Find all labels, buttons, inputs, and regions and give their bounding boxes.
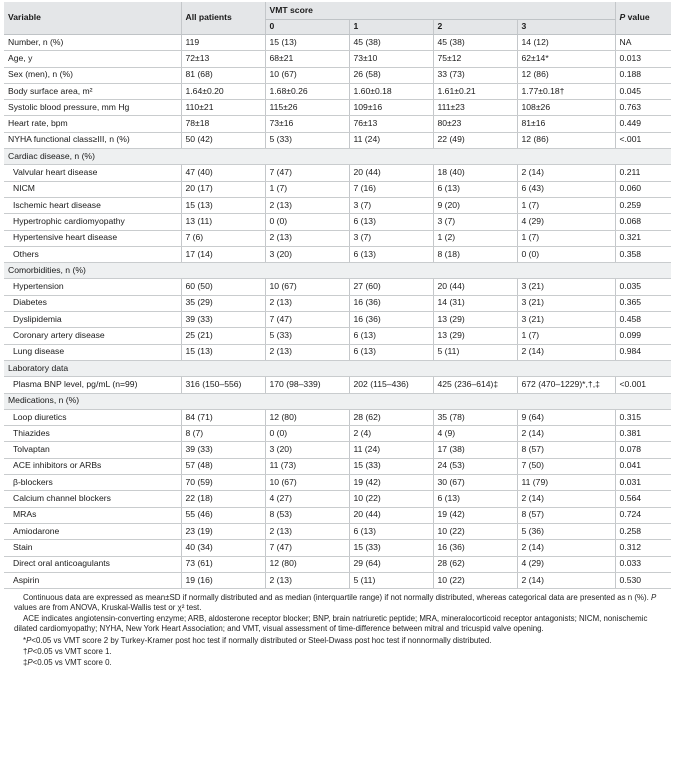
cell-score-2: 1.61±0.21	[433, 83, 517, 99]
row-label: Tolvaptan	[4, 442, 181, 458]
footnote-star-symbol: *	[23, 635, 27, 645]
table-row	[4, 279, 671, 295]
header-p-rest: value	[625, 12, 650, 23]
cell-score-0: 2 (13)	[265, 344, 349, 360]
table-row	[4, 426, 671, 442]
cell-score-3: 2 (14)	[517, 491, 615, 507]
header-score-0: 0	[265, 20, 349, 35]
row-label: Calcium channel blockers	[4, 491, 181, 507]
header-score-2: 2	[433, 20, 517, 35]
cell-score-2: 425 (236–614)‡	[433, 377, 517, 393]
table-row	[4, 491, 671, 507]
cell-all-patients: 78±18	[181, 116, 265, 132]
header-score-1: 1	[349, 20, 433, 35]
cell-score-2: 6 (13)	[433, 181, 517, 197]
footnote-dagger	[14, 647, 663, 657]
cell-score-3: 9 (64)	[517, 409, 615, 425]
section-row	[4, 263, 671, 279]
cell-score-2: 19 (42)	[433, 507, 517, 523]
cell-score-0: 7 (47)	[265, 540, 349, 556]
cell-score-2: 5 (11)	[433, 344, 517, 360]
cell-all-patients: 47 (40)	[181, 165, 265, 181]
table-row	[4, 181, 671, 197]
cell-p-value: 0.013	[615, 51, 671, 67]
section-label: Laboratory data	[4, 360, 671, 376]
cell-score-1: 16 (36)	[349, 312, 433, 328]
table-row	[4, 458, 671, 474]
cell-score-0: 2 (13)	[265, 197, 349, 213]
row-label: Number, n (%)	[4, 35, 181, 51]
cell-score-2: 18 (40)	[433, 165, 517, 181]
row-label: β-blockers	[4, 475, 181, 491]
cell-score-1: 20 (44)	[349, 165, 433, 181]
row-label: Direct oral anticoagulants	[4, 556, 181, 572]
table-row	[4, 507, 671, 523]
cell-all-patients: 39 (33)	[181, 442, 265, 458]
table-footnotes	[4, 589, 671, 668]
cell-p-value: NA	[615, 35, 671, 51]
cell-score-1: 45 (38)	[349, 35, 433, 51]
cell-all-patients: 8 (7)	[181, 426, 265, 442]
cell-score-0: 3 (20)	[265, 246, 349, 262]
cell-score-3: 4 (29)	[517, 214, 615, 230]
cell-p-value: 0.724	[615, 507, 671, 523]
cell-all-patients: 73 (61)	[181, 556, 265, 572]
cell-score-1: 15 (33)	[349, 540, 433, 556]
cell-score-0: 12 (80)	[265, 409, 349, 425]
cell-score-0: 5 (33)	[265, 132, 349, 148]
footnote-double-dagger	[14, 658, 663, 668]
header-p-value	[615, 2, 671, 35]
cell-all-patients: 70 (59)	[181, 475, 265, 491]
row-label: Valvular heart disease	[4, 165, 181, 181]
table-row	[4, 197, 671, 213]
table-row	[4, 556, 671, 572]
table-row	[4, 344, 671, 360]
cell-score-0: 1 (7)	[265, 181, 349, 197]
cell-all-patients: 81 (68)	[181, 67, 265, 83]
section-row	[4, 360, 671, 376]
row-label: Body surface area, m²	[4, 83, 181, 99]
cell-score-0: 10 (67)	[265, 475, 349, 491]
header-score-3: 3	[517, 20, 615, 35]
cell-all-patients: 15 (13)	[181, 197, 265, 213]
cell-score-2: 111±23	[433, 100, 517, 116]
cell-score-1: 20 (44)	[349, 507, 433, 523]
cell-p-value: 0.564	[615, 491, 671, 507]
cell-score-2: 80±23	[433, 116, 517, 132]
cell-p-value: 0.449	[615, 116, 671, 132]
cell-score-1: 6 (13)	[349, 214, 433, 230]
cell-score-1: 10 (22)	[349, 491, 433, 507]
cell-score-2: 35 (78)	[433, 409, 517, 425]
cell-score-2: 75±12	[433, 51, 517, 67]
row-label: Thiazides	[4, 426, 181, 442]
cell-score-3: 3 (21)	[517, 295, 615, 311]
cell-score-2: 33 (73)	[433, 67, 517, 83]
cell-all-patients: 119	[181, 35, 265, 51]
cell-score-3: 2 (14)	[517, 344, 615, 360]
cell-score-0: 7 (47)	[265, 312, 349, 328]
cell-all-patients: 15 (13)	[181, 344, 265, 360]
table-row	[4, 230, 671, 246]
cell-score-0: 0 (0)	[265, 426, 349, 442]
cell-score-0: 2 (13)	[265, 523, 349, 539]
cell-score-0: 10 (67)	[265, 279, 349, 295]
cell-score-0: 8 (53)	[265, 507, 349, 523]
row-label: Loop diuretics	[4, 409, 181, 425]
cell-score-0: 12 (80)	[265, 556, 349, 572]
cell-all-patients: 7 (6)	[181, 230, 265, 246]
cell-score-3: 2 (14)	[517, 165, 615, 181]
section-label: Medications, n (%)	[4, 393, 671, 409]
header-p-italic: P	[619, 12, 626, 23]
cell-score-3: 672 (470–1229)*,†,‡	[517, 377, 615, 393]
cell-all-patients: 19 (16)	[181, 572, 265, 588]
footnote-star-p: P	[26, 635, 32, 645]
note-continuous-text-b: values are from ANOVA, Kruskal-Wallis test or χ² test.	[14, 602, 202, 612]
table-row	[4, 165, 671, 181]
cell-score-1: 28 (62)	[349, 409, 433, 425]
table-row	[4, 475, 671, 491]
cell-score-0: 73±16	[265, 116, 349, 132]
section-row	[4, 149, 671, 165]
cell-score-0: 10 (67)	[265, 67, 349, 83]
cell-all-patients: 50 (42)	[181, 132, 265, 148]
row-label: Coronary artery disease	[4, 328, 181, 344]
cell-all-patients: 13 (11)	[181, 214, 265, 230]
cell-score-2: 9 (20)	[433, 197, 517, 213]
cell-all-patients: 57 (48)	[181, 458, 265, 474]
cell-score-3: 2 (14)	[517, 426, 615, 442]
cell-all-patients: 316 (150–556)	[181, 377, 265, 393]
cell-score-3: 7 (50)	[517, 458, 615, 474]
row-label: Lung disease	[4, 344, 181, 360]
cell-score-2: 3 (7)	[433, 214, 517, 230]
table-row	[4, 523, 671, 539]
cell-score-0: 7 (47)	[265, 165, 349, 181]
cell-score-2: 17 (38)	[433, 442, 517, 458]
section-label: Comorbidities, n (%)	[4, 263, 671, 279]
row-label: NYHA functional class≥III, n (%)	[4, 132, 181, 148]
cell-score-1: 109±16	[349, 100, 433, 116]
cell-score-1: 7 (16)	[349, 181, 433, 197]
cell-score-1: 6 (13)	[349, 344, 433, 360]
row-label: NICM	[4, 181, 181, 197]
cell-score-2: 4 (9)	[433, 426, 517, 442]
cell-score-1: 1.60±0.18	[349, 83, 433, 99]
table-row	[4, 100, 671, 116]
row-label: Diabetes	[4, 295, 181, 311]
cell-p-value: <.001	[615, 132, 671, 148]
header-variable: Variable	[4, 2, 181, 35]
cell-score-0: 1.68±0.26	[265, 83, 349, 99]
cell-score-1: 6 (13)	[349, 328, 433, 344]
cell-p-value: 0.312	[615, 540, 671, 556]
cell-p-value: 0.188	[615, 67, 671, 83]
row-label: Heart rate, bpm	[4, 116, 181, 132]
footnote-star	[14, 636, 663, 646]
cell-score-2: 22 (49)	[433, 132, 517, 148]
footnote-dagger-p: P	[27, 646, 33, 656]
row-label: Dyslipidemia	[4, 312, 181, 328]
cell-score-2: 45 (38)	[433, 35, 517, 51]
cell-score-1: 3 (7)	[349, 197, 433, 213]
cell-all-patients: 110±21	[181, 100, 265, 116]
table-row	[4, 214, 671, 230]
cell-score-0: 11 (73)	[265, 458, 349, 474]
baseline-characteristics-table	[4, 2, 671, 589]
cell-all-patients: 60 (50)	[181, 279, 265, 295]
cell-score-3: 1 (7)	[517, 197, 615, 213]
table-row	[4, 246, 671, 262]
row-label: Amiodarone	[4, 523, 181, 539]
row-label: Sex (men), n (%)	[4, 67, 181, 83]
cell-score-3: 108±26	[517, 100, 615, 116]
cell-all-patients: 17 (14)	[181, 246, 265, 262]
cell-score-3: 12 (86)	[517, 132, 615, 148]
cell-p-value: 0.763	[615, 100, 671, 116]
row-label: MRAs	[4, 507, 181, 523]
cell-score-3: 5 (36)	[517, 523, 615, 539]
cell-score-2: 10 (22)	[433, 572, 517, 588]
footnote-dagger-symbol: †	[23, 646, 28, 656]
table-row	[4, 35, 671, 51]
cell-score-2: 28 (62)	[433, 556, 517, 572]
cell-p-value: 0.078	[615, 442, 671, 458]
cell-all-patients: 55 (46)	[181, 507, 265, 523]
table-row	[4, 67, 671, 83]
cell-score-3: 2 (14)	[517, 540, 615, 556]
cell-all-patients: 25 (21)	[181, 328, 265, 344]
row-label: Stain	[4, 540, 181, 556]
cell-score-1: 202 (115–436)	[349, 377, 433, 393]
cell-score-0: 170 (98–339)	[265, 377, 349, 393]
row-label: Age, y	[4, 51, 181, 67]
cell-p-value: 0.259	[615, 197, 671, 213]
cell-score-1: 29 (64)	[349, 556, 433, 572]
footnote-double-dagger-symbol: ‡	[23, 658, 28, 668]
row-label: Hypertrophic cardiomyopathy	[4, 214, 181, 230]
table-row	[4, 540, 671, 556]
note-continuous	[14, 593, 663, 613]
cell-score-1: 5 (11)	[349, 572, 433, 588]
cell-score-2: 30 (67)	[433, 475, 517, 491]
note-continuous-text: Continuous data are expressed as mean±SD if normally distributed and as median (interquartile range) if not normally distributed, whereas categorical data are presented as n (%).	[23, 593, 652, 603]
cell-all-patients: 1.64±0.20	[181, 83, 265, 99]
cell-score-0: 4 (27)	[265, 491, 349, 507]
cell-score-0: 15 (13)	[265, 35, 349, 51]
cell-all-patients: 39 (33)	[181, 312, 265, 328]
cell-score-3: 12 (86)	[517, 67, 615, 83]
cell-score-3: 1.77±0.18†	[517, 83, 615, 99]
note-abbreviations: ACE indicates angiotensin-converting enzyme; ARB, aldosterone receptor blocker; BNP, brain natriuretic peptide; MRA, mineralocorticoid receptor antagonists; NICM, nonischemic dilated cardiomyopathy; NYHA, New York Heart Association; and VMT, visual assessment of time-difference between mitral and tricuspid valve opening.	[14, 614, 648, 634]
cell-score-2: 20 (44)	[433, 279, 517, 295]
table-row	[4, 312, 671, 328]
footnote-double-dagger-text: <0.05 vs VMT score 0.	[32, 658, 112, 668]
cell-score-1: 3 (7)	[349, 230, 433, 246]
cell-score-3: 81±16	[517, 116, 615, 132]
cell-p-value: 0.315	[615, 409, 671, 425]
cell-score-2: 24 (53)	[433, 458, 517, 474]
header-all-patients: All patients	[181, 2, 265, 35]
cell-score-1: 15 (33)	[349, 458, 433, 474]
cell-score-0: 2 (13)	[265, 230, 349, 246]
table-row	[4, 409, 671, 425]
cell-p-value: 0.045	[615, 83, 671, 99]
row-label: ACE inhibitors or ARBs	[4, 458, 181, 474]
cell-all-patients: 20 (17)	[181, 181, 265, 197]
cell-score-3: 11 (79)	[517, 475, 615, 491]
footnote-star-text: <0.05 vs VMT score 2 by Turkey-Kramer post hoc test if normally distributed or Steel-Dwass post hoc test if nonnormally distributed.	[31, 635, 492, 645]
cell-score-0: 68±21	[265, 51, 349, 67]
cell-p-value: 0.321	[615, 230, 671, 246]
cell-score-3: 4 (29)	[517, 556, 615, 572]
cell-score-1: 6 (13)	[349, 523, 433, 539]
cell-score-0: 2 (13)	[265, 572, 349, 588]
cell-p-value: 0.033	[615, 556, 671, 572]
cell-score-0: 3 (20)	[265, 442, 349, 458]
table-row	[4, 328, 671, 344]
cell-score-2: 1 (2)	[433, 230, 517, 246]
row-label: Plasma BNP level, pg/mL (n=99)	[4, 377, 181, 393]
cell-score-1: 26 (58)	[349, 67, 433, 83]
cell-all-patients: 22 (18)	[181, 491, 265, 507]
note-continuous-p: P	[651, 593, 657, 603]
cell-score-1: 27 (60)	[349, 279, 433, 295]
row-label: Ischemic heart disease	[4, 197, 181, 213]
table-row	[4, 51, 671, 67]
table-body	[4, 35, 671, 589]
cell-all-patients: 23 (19)	[181, 523, 265, 539]
cell-score-2: 13 (29)	[433, 312, 517, 328]
cell-score-1: 6 (13)	[349, 246, 433, 262]
cell-score-1: 11 (24)	[349, 132, 433, 148]
cell-p-value: 0.458	[615, 312, 671, 328]
cell-p-value: 0.365	[615, 295, 671, 311]
cell-score-0: 2 (13)	[265, 295, 349, 311]
cell-score-3: 14 (12)	[517, 35, 615, 51]
table-row	[4, 83, 671, 99]
cell-score-2: 10 (22)	[433, 523, 517, 539]
row-label: Hypertensive heart disease	[4, 230, 181, 246]
cell-score-1: 11 (24)	[349, 442, 433, 458]
table-row	[4, 442, 671, 458]
cell-p-value: 0.211	[615, 165, 671, 181]
row-label: Hypertension	[4, 279, 181, 295]
row-label: Systolic blood pressure, mm Hg	[4, 100, 181, 116]
cell-p-value: 0.031	[615, 475, 671, 491]
cell-p-value: 0.381	[615, 426, 671, 442]
footnote-dagger-text: <0.05 vs VMT score 1.	[32, 646, 112, 656]
cell-all-patients: 84 (71)	[181, 409, 265, 425]
row-label: Aspirin	[4, 572, 181, 588]
cell-score-1: 16 (36)	[349, 295, 433, 311]
cell-score-0: 5 (33)	[265, 328, 349, 344]
cell-p-value: 0.258	[615, 523, 671, 539]
cell-score-0: 115±26	[265, 100, 349, 116]
cell-score-1: 19 (42)	[349, 475, 433, 491]
cell-score-3: 8 (57)	[517, 442, 615, 458]
cell-p-value: 0.041	[615, 458, 671, 474]
cell-p-value: <0.001	[615, 377, 671, 393]
cell-all-patients: 35 (29)	[181, 295, 265, 311]
cell-score-3: 6 (43)	[517, 181, 615, 197]
cell-score-2: 8 (18)	[433, 246, 517, 262]
cell-score-1: 73±10	[349, 51, 433, 67]
table-row	[4, 116, 671, 132]
footnote-double-dagger-p: P	[27, 658, 33, 668]
table-row	[4, 132, 671, 148]
section-row	[4, 393, 671, 409]
cell-score-2: 13 (29)	[433, 328, 517, 344]
cell-score-3: 1 (7)	[517, 230, 615, 246]
cell-p-value: 0.060	[615, 181, 671, 197]
table-row	[4, 377, 671, 393]
cell-p-value: 0.035	[615, 279, 671, 295]
cell-score-3: 62±14*	[517, 51, 615, 67]
cell-score-2: 14 (31)	[433, 295, 517, 311]
cell-score-3: 2 (14)	[517, 572, 615, 588]
cell-p-value: 0.099	[615, 328, 671, 344]
cell-score-1: 2 (4)	[349, 426, 433, 442]
cell-p-value: 0.530	[615, 572, 671, 588]
table-row	[4, 295, 671, 311]
cell-score-3: 0 (0)	[517, 246, 615, 262]
cell-score-3: 8 (57)	[517, 507, 615, 523]
cell-all-patients: 40 (34)	[181, 540, 265, 556]
cell-p-value: 0.984	[615, 344, 671, 360]
row-label: Others	[4, 246, 181, 262]
section-label: Cardiac disease, n (%)	[4, 149, 671, 165]
cell-all-patients: 72±13	[181, 51, 265, 67]
cell-score-3: 3 (21)	[517, 312, 615, 328]
cell-score-3: 1 (7)	[517, 328, 615, 344]
cell-score-0: 0 (0)	[265, 214, 349, 230]
cell-score-1: 76±13	[349, 116, 433, 132]
cell-p-value: 0.358	[615, 246, 671, 262]
cell-p-value: 0.068	[615, 214, 671, 230]
cell-score-2: 16 (36)	[433, 540, 517, 556]
header-vmt-score: VMT score	[265, 2, 615, 20]
cell-score-3: 3 (21)	[517, 279, 615, 295]
cell-score-2: 6 (13)	[433, 491, 517, 507]
table-row	[4, 572, 671, 588]
